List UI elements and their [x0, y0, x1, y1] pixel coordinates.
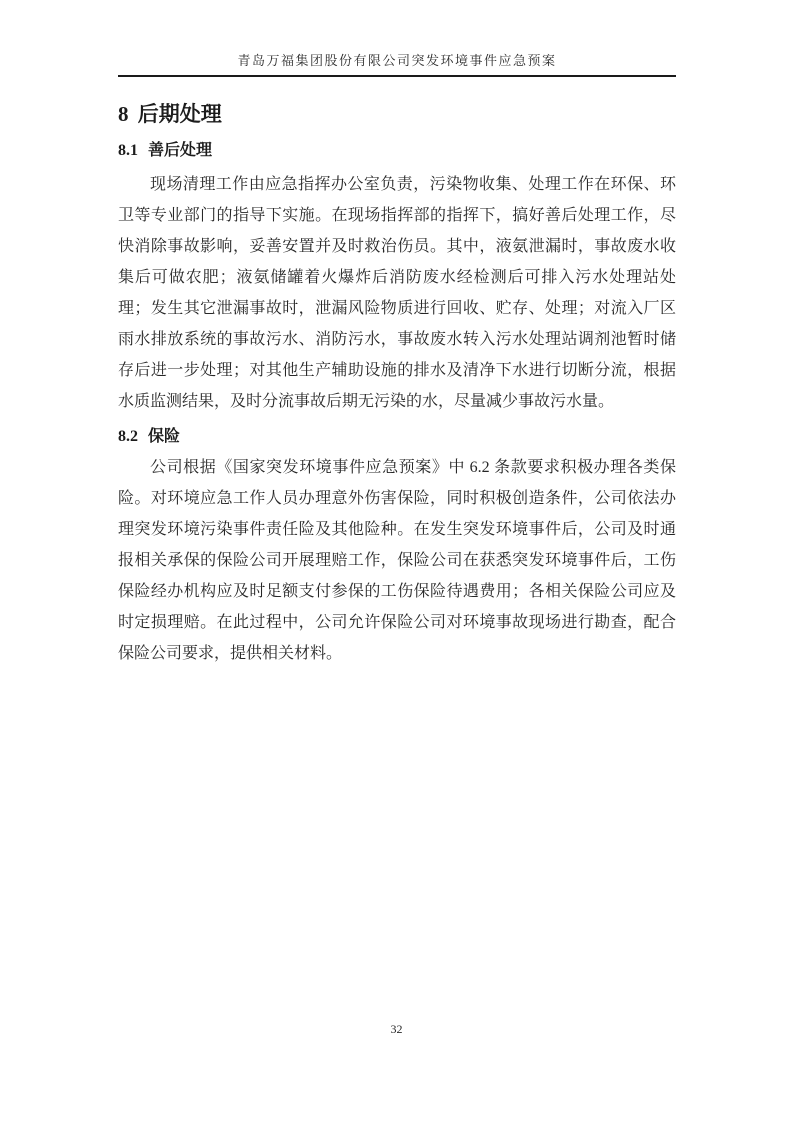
section-8-1-paragraph: 现场清理工作由应急指挥办公室负责，污染物收集、处理工作在环保、环卫等专业部门的指导下实施。在现场指挥部的指挥下，搞好善后处理工作，尽快消除事故影响，妥善安置并及时救治伤员。其中，液氨泄漏时，事故废水收集后可做农肥；液氨储罐着火爆炸后消防废水经检测后可排入污水处理站处理；发生其它泄漏事故时，泄漏风险物质进行回收、贮存、处理；对流入厂区雨水排放系统的事故污水、消防污水，事故废水转入污水处理站调剂池暂时储存后进一步处理；对其他生产辅助设施的排水及清净下水进行切断分流，根据水质监测结果，及时分流事故后期无污染的水，尽量减少事故污水量。	[118, 176, 676, 410]
section-8-2-heading: 8.2 保险	[118, 428, 181, 445]
chapter-heading: 8 后期处理	[118, 102, 222, 126]
page-number: 32	[390, 1022, 403, 1036]
document-header-title: 青岛万福集团股份有限公司突发环境事件应急预案	[118, 52, 676, 77]
section-8-2-paragraph: 公司根据《国家突发环境事件应急预案》中 6.2 条款要求积极办理各类保险。对环境应急工作人员办理意外伤害保险，同时积极创造条件，公司依法办理突发环境污染事件责任险及其他险种。在发生突发环境事件后，公司及时通报相关承保的保险公司开展理赔工作，保险公司在获悉突发环境事件后，工伤保险经办机构应及时足额支付参保的工伤保险待遇费用；各相关保险公司应及时定损理赔。在此过程中，公司允许保险公司对环境事故现场进行勘查，配合保险公司要求，提供相关材料。	[118, 459, 676, 662]
section-8-1-heading: 8.1 善后处理	[118, 142, 213, 159]
